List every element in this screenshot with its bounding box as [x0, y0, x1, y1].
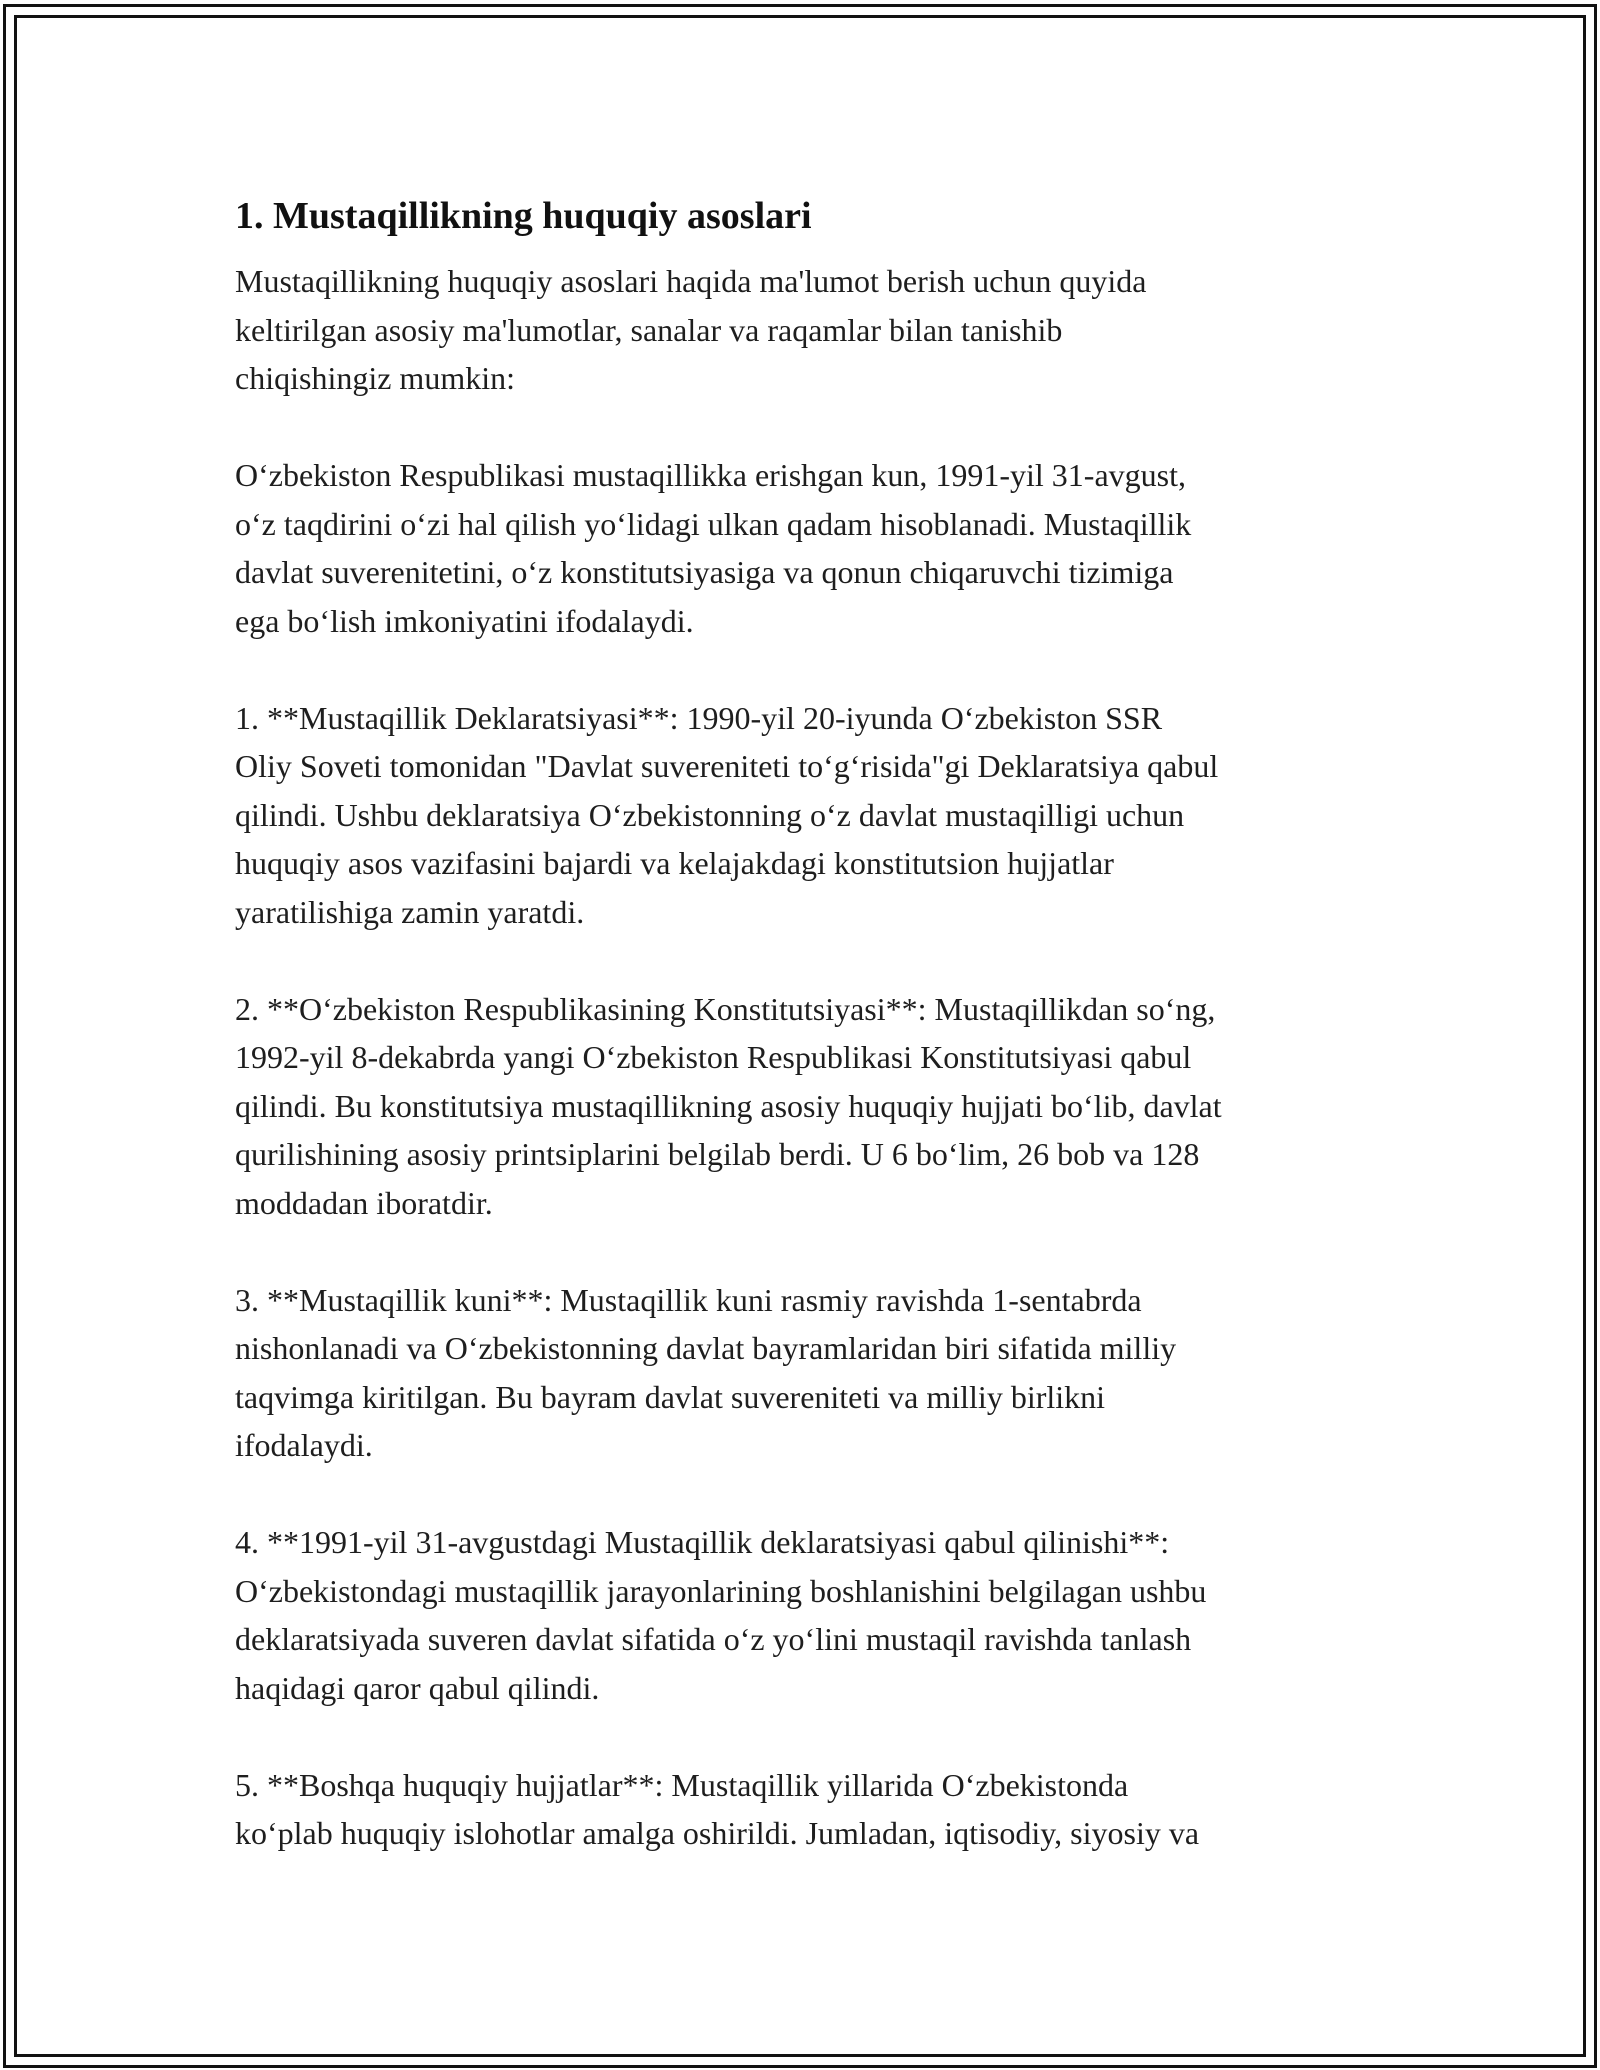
- text-line: oʻz taqdirini oʻzi hal qilish yoʻlidagi ulkan qadam hisoblanadi. Mustaqillik: [235, 505, 1192, 542]
- text-line: ega boʻlish imkoniyatini ifodalaydi.: [235, 602, 694, 639]
- text-line: davlat suverenitetini, oʻz konstitutsiyasiga va qonun chiqaruvchi tizimiga: [235, 554, 1174, 590]
- text-line: Mustaqillikning huquqiy asoslari haqida ma'lumot berish uchun quyida: [235, 263, 1147, 299]
- paragraph-intro: [235, 257, 1395, 403]
- text-line: ifodalaydi.: [235, 1427, 373, 1463]
- text-line: 1. **Mustaqillik Deklaratsiyasi**: 1990-yil 20-iyunda Oʻzbekiston SSR: [235, 699, 1163, 736]
- text-line: chiqishingiz mumkin:: [235, 360, 515, 396]
- text-line: 2. **Oʻzbekiston Respublikasining Konstitutsiyasi**: Mustaqillikdan soʻng,: [235, 990, 1216, 1027]
- text-line: taqvimga kiritilgan. Bu bayram davlat suvereniteti va milliy birlikni: [235, 1378, 1106, 1415]
- text-line: moddadan iboratdir.: [235, 1184, 493, 1221]
- text-line: 4. **1991-yil 31-avgustdagi Mustaqillik deklaratsiyasi qabul qilinishi**:: [235, 1524, 1170, 1560]
- text-line: qilindi. Ushbu deklaratsiya Oʻzbekistonning oʻz davlat mustaqilligi uchun: [235, 796, 1185, 833]
- text-line: koʻplab huquqiy islohotlar amalga oshirildi. Jumladan, iqtisodiy, siyosiy va: [235, 1815, 1200, 1851]
- paragraph-item-2: [235, 985, 1395, 1228]
- text-line: Oʻzbekistondagi mustaqillik jarayonlarining boshlanishini belgilagan ushbu: [235, 1572, 1207, 1609]
- text-line: 1992-yil 8-dekabrda yangi Oʻzbekiston Respublikasi Konstitutsiyasi qabul: [235, 1039, 1192, 1075]
- paragraph-independence-day: [235, 451, 1395, 645]
- text-line: 3. **Mustaqillik kuni**: Mustaqillik kuni rasmiy ravishda 1-sentabrda: [235, 1281, 1142, 1318]
- text-line: 5. **Boshqa huquqiy hujjatlar**: Mustaqillik yillarida Oʻzbekistonda: [235, 1766, 1129, 1803]
- text-line: Oʻzbekiston Respublikasi mustaqillikka erishgan kun, 1991-yil 31-avgust,: [235, 457, 1186, 493]
- text-line: deklaratsiyada suveren davlat sifatida oʻz yoʻlini mustaqil ravishda tanlash: [235, 1621, 1192, 1657]
- text-line: nishonlanadi va Oʻzbekistonning davlat bayramlaridan biri sifatida milliy: [235, 1330, 1177, 1366]
- document-body: [235, 187, 1395, 1858]
- text-line: Oliy Soveti tomonidan "Davlat suvereniteti toʻgʻrisida"gi Deklaratsiya qabul: [235, 748, 1219, 784]
- document-title: 1. Mustaqillikning huquqiy asoslari: [235, 195, 812, 237]
- paragraph-item-1: [235, 694, 1395, 937]
- text-line: qurilishining asosiy printsiplarini belgilab berdi. U 6 boʻlim, 26 bob va 128: [235, 1136, 1200, 1172]
- text-line: keltirilgan asosiy ma'lumotlar, sanalar va raqamlar bilan tanishib: [235, 311, 1063, 348]
- text-line: yaratilishiga zamin yaratdi.: [235, 893, 585, 930]
- paragraph-item-4: [235, 1518, 1395, 1712]
- text-line: haqidagi qaror qabul qilindi.: [235, 1669, 600, 1706]
- text-line: qilindi. Bu konstitutsiya mustaqillikning asosiy huquqiy hujjati boʻlib, davlat: [235, 1087, 1222, 1124]
- paragraph-item-5: [235, 1761, 1395, 1858]
- text-line: huquqiy asos vazifasini bajardi va kelajakdagi konstitutsion hujjatlar: [235, 845, 1114, 881]
- paragraph-item-3: [235, 1276, 1395, 1470]
